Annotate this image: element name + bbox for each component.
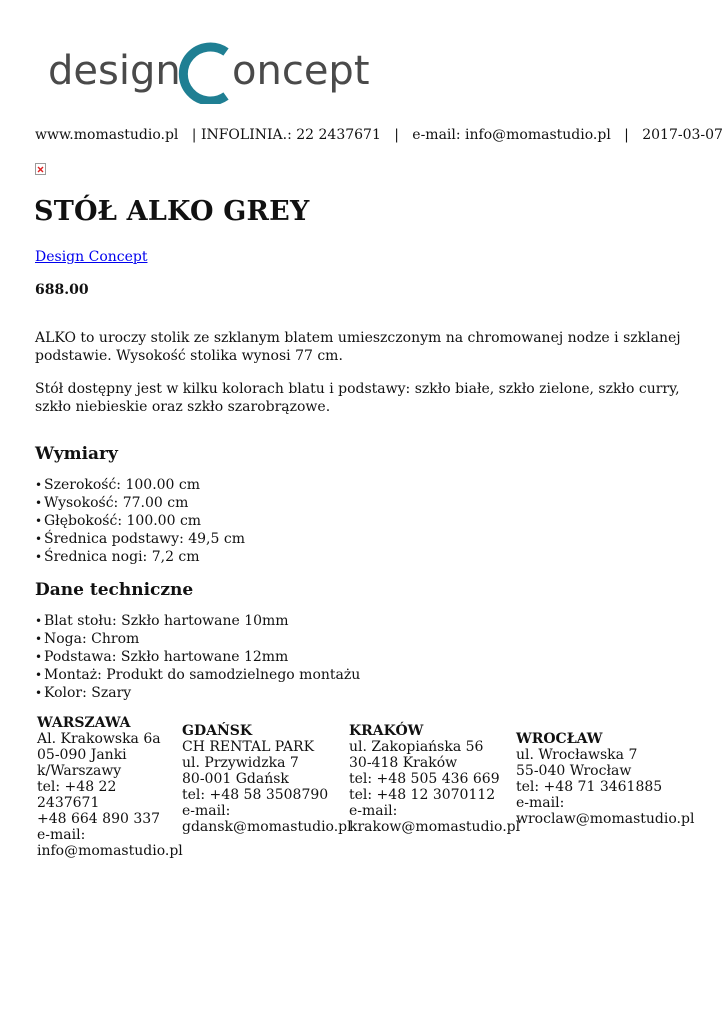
store-email-label: e-mail: [516,795,565,811]
store-email-label: e-mail: [37,827,86,843]
store-address-line: 30-418 Kraków [349,755,458,771]
list-item: • Noga: Chrom [35,630,360,648]
store-address-line: 55-040 Wrocław [516,763,632,779]
store-name: GDAŃSK [182,723,253,739]
store-gdansk [182,723,352,835]
header-date: 2017-03-07 [642,127,723,143]
product-title: STÓŁ ALKO GREY [34,196,310,227]
broken-image-icon [35,163,46,175]
store-address-line: k/Warszawy [37,763,122,779]
store-phone: tel: +48 12 3070112 [349,787,496,803]
design-concept-logo [46,40,381,104]
list-item: • Montaż: Produkt do samodzielnego montażu [35,666,360,684]
store-phone: tel: +48 71 3461885 [516,779,663,795]
store-address-line: ul. Wrocławska 7 [516,747,638,763]
header-separator: | [178,127,201,143]
store-name: WROCŁAW [516,731,603,747]
logo-text-design: design [48,48,181,94]
list-item: • Szerokość: 100.00 cm [35,476,245,494]
logo-c-mark [183,47,226,101]
technical-list [35,612,360,702]
store-phone: tel: +48 58 3508790 [182,787,329,803]
store-email-label: e-mail: [182,803,231,819]
list-item: • Głębokość: 100.00 cm [35,512,245,530]
store-address-line: CH RENTAL PARK [182,739,315,755]
product-price: 688.00 [35,282,89,298]
store-email: krakow@momastudio.pl [349,819,521,835]
list-item: • Średnica podstawy: 49,5 cm [35,530,245,548]
header-separator: | [380,127,413,143]
store-address-line: 80-001 Gdańsk [182,771,289,787]
store-krakow [349,723,521,835]
store-address-line: ul. Zakopiańska 56 [349,739,484,755]
brand-link[interactable]: Design Concept [35,249,148,265]
logo-text-oncept: oncept [232,48,370,94]
list-item: • Średnica nogi: 7,2 cm [35,548,245,566]
store-wroclaw [516,731,696,827]
store-phone: +48 664 890 337 [37,811,161,827]
technical-heading: Dane techniczne [35,580,194,600]
header-email: e-mail: info@momastudio.pl [412,127,611,143]
store-address-line: 05-090 Janki [37,747,127,763]
store-email-label: e-mail: [349,803,398,819]
store-address-line: ul. Przywidzka 7 [182,755,299,771]
header-separator: | [610,127,643,143]
header-hotline: INFOLINIA.: 22 2437671 [200,127,381,143]
product-description-colors: Stół dostępny jest w kilku kolorach blatu i podstawy: szkło białe, szkło zielone, szkło curry, szkło niebieskie oraz szkło szarobrązowe. [35,381,680,415]
store-address-line: Al. Krakowska 6a [37,731,161,747]
store-email: wroclaw@momastudio.pl [516,811,695,827]
store-email: info@momastudio.pl [37,843,183,859]
product-description: ALKO to uroczy stolik ze szklanym blatem umieszczonym na chromowanej nodze i szklanej podstawie. Wysokość stolika wynosi 77 cm. [35,330,681,364]
store-name: KRAKÓW [349,723,424,739]
list-item: • Wysokość: 77.00 cm [35,494,245,512]
list-item: • Kolor: Szary [35,684,360,702]
store-name: WARSZAWA [37,715,131,731]
store-email: gdansk@momastudio.pl [182,819,352,835]
dimensions-heading: Wymiary [35,444,118,464]
store-phone: tel: +48 22 2437671 [37,779,117,811]
store-warszawa [37,715,183,859]
header-website: www.momastudio.pl [35,127,179,143]
list-item: • Blat stołu: Szkło hartowane 10mm [35,612,360,630]
dimensions-list [35,476,245,566]
list-item: • Podstawa: Szkło hartowane 12mm [35,648,360,666]
store-phone: tel: +48 505 436 669 [349,771,500,787]
header-contact-line [35,127,723,143]
